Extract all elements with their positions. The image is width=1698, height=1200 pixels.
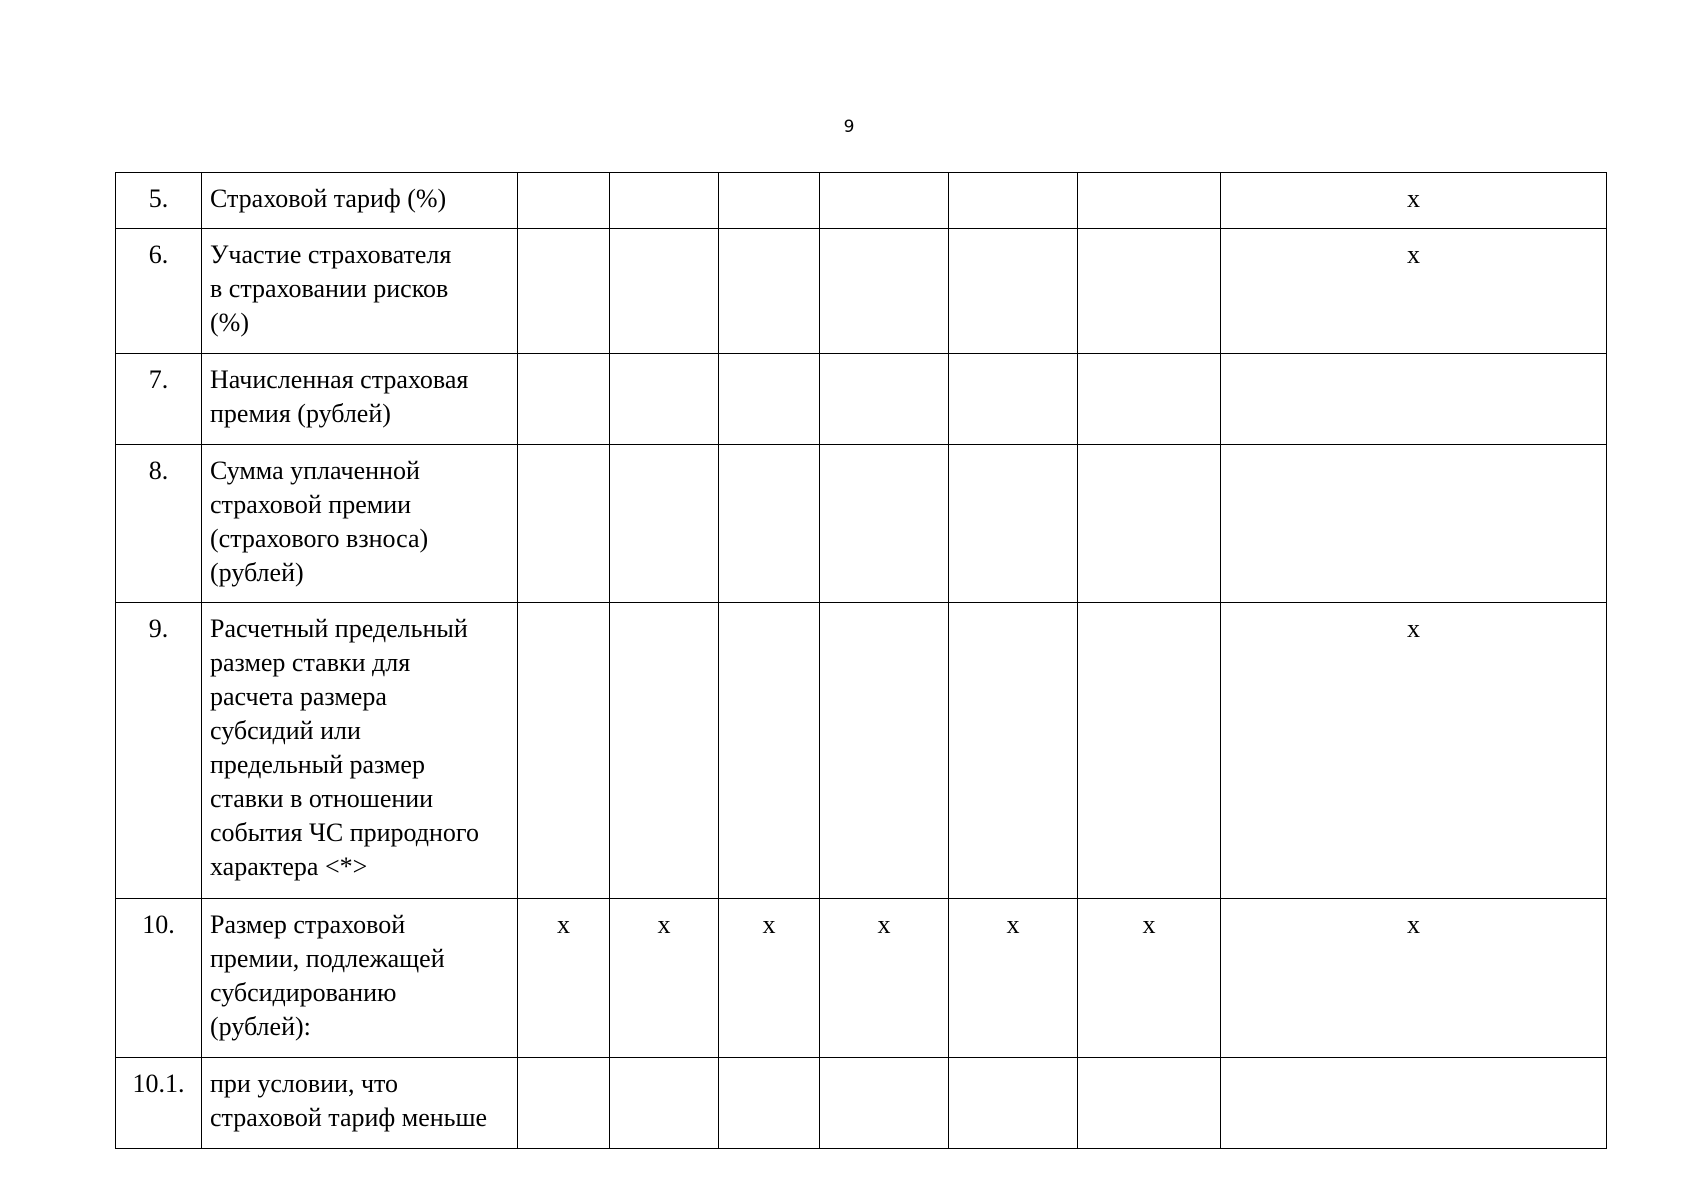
- table-cell: x: [518, 899, 610, 1058]
- table-row: [116, 603, 1607, 899]
- table-cell: [820, 445, 949, 603]
- table-cell: [949, 229, 1078, 354]
- table-cell: [518, 173, 610, 229]
- row-number: 8.: [116, 445, 202, 603]
- table-cell: [610, 229, 719, 354]
- table-cell: [1078, 229, 1221, 354]
- table-cell: x: [1078, 899, 1221, 1058]
- table-cell: [820, 1058, 949, 1149]
- row-number: 10.1.: [116, 1058, 202, 1149]
- table-cell: [719, 173, 820, 229]
- table-cell: x: [719, 899, 820, 1058]
- table-cell: [1078, 1058, 1221, 1149]
- table-cell: [949, 1058, 1078, 1149]
- row-label: Сумма уплаченной страховой премии (страхового взноса) (рублей): [202, 445, 518, 603]
- table-cell: [1221, 354, 1607, 445]
- table-cell: x: [1221, 173, 1607, 229]
- table-cell: [518, 354, 610, 445]
- table-cell: [719, 445, 820, 603]
- table-cell: [1221, 445, 1607, 603]
- table-cell: [1078, 603, 1221, 899]
- table-cell: [949, 354, 1078, 445]
- row-label: Размер страховой премии, подлежащей субсидированию (рублей):: [202, 899, 518, 1058]
- data-table: [115, 172, 1607, 1149]
- table-cell: [820, 173, 949, 229]
- table-cell: [719, 603, 820, 899]
- row-number: 5.: [116, 173, 202, 229]
- table-cell: [610, 1058, 719, 1149]
- page-number: 9: [843, 117, 855, 137]
- row-label: Участие страхователя в страховании рисков (%): [202, 229, 518, 354]
- row-number: 10.: [116, 899, 202, 1058]
- table-cell: [518, 603, 610, 899]
- table-cell: x: [949, 899, 1078, 1058]
- row-label: Расчетный предельный размер ставки для расчета размера субсидий или предельный размер ставки в отношении события ЧС природного характера <*>: [202, 603, 518, 899]
- table-cell: x: [1221, 603, 1607, 899]
- table-cell: [719, 354, 820, 445]
- table-cell: [1221, 1058, 1607, 1149]
- row-number: 6.: [116, 229, 202, 354]
- row-label: Начисленная страховая премия (рублей): [202, 354, 518, 445]
- table-cell: x: [1221, 899, 1607, 1058]
- table-cell: x: [820, 899, 949, 1058]
- row-label: при условии, что страховой тариф меньше: [202, 1058, 518, 1149]
- table-row: [116, 445, 1607, 603]
- table-cell: [610, 445, 719, 603]
- table-row: [116, 354, 1607, 445]
- table-cell: [1078, 173, 1221, 229]
- table-row: [116, 229, 1607, 354]
- table-cell: [820, 603, 949, 899]
- table-cell: [820, 354, 949, 445]
- table-cell: [518, 1058, 610, 1149]
- table-cell: [610, 603, 719, 899]
- row-number: 9.: [116, 603, 202, 899]
- table-cell: [518, 229, 610, 354]
- table-row: [116, 899, 1607, 1058]
- table-cell: [719, 1058, 820, 1149]
- table-cell: [949, 603, 1078, 899]
- table-cell: [1078, 354, 1221, 445]
- row-number: 7.: [116, 354, 202, 445]
- table-cell: [820, 229, 949, 354]
- table-cell: [610, 354, 719, 445]
- table-cell: [518, 445, 610, 603]
- table-row: [116, 173, 1607, 229]
- table-cell: x: [610, 899, 719, 1058]
- table-cell: x: [1221, 229, 1607, 354]
- row-label: Страховой тариф (%): [202, 173, 518, 229]
- table-cell: [949, 445, 1078, 603]
- table-row: [116, 1058, 1607, 1149]
- table-cell: [1078, 445, 1221, 603]
- table-cell: [719, 229, 820, 354]
- table-cell: [949, 173, 1078, 229]
- table-cell: [610, 173, 719, 229]
